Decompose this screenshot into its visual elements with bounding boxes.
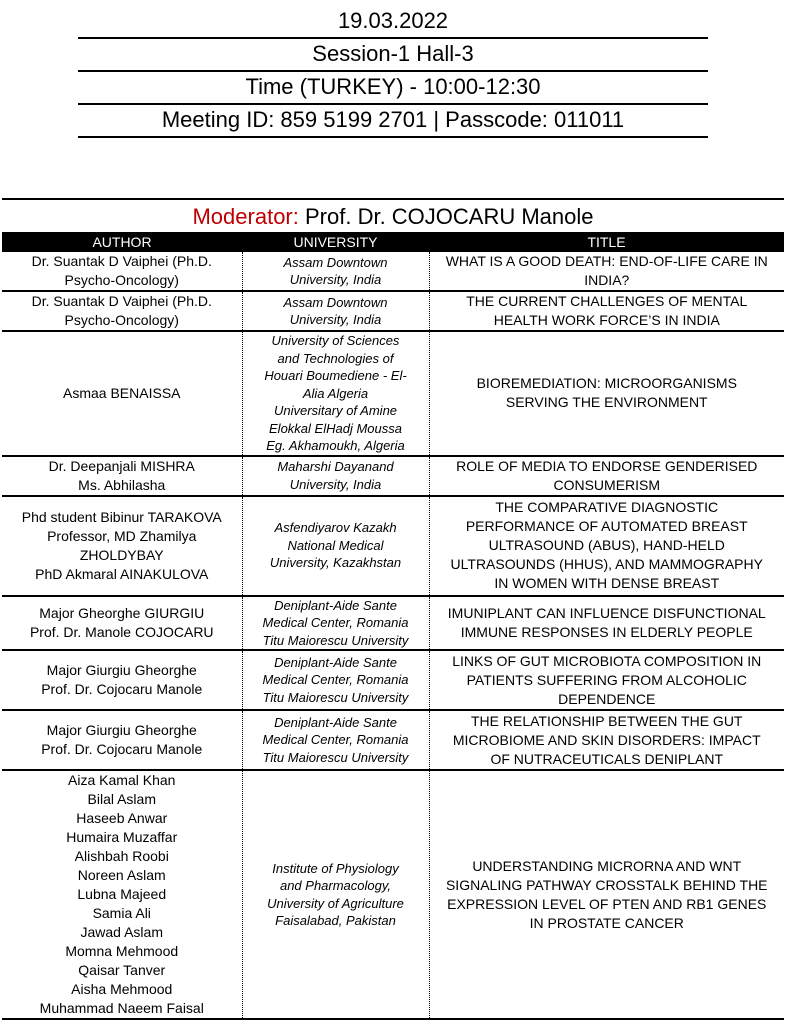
row-university <box>242 331 429 456</box>
moderator-name: Prof. Dr. COJOCARU Manole <box>305 204 594 229</box>
session-hall: Session-1 Hall-3 <box>78 39 708 72</box>
row-title <box>429 710 784 770</box>
row-university <box>242 291 429 331</box>
row-university <box>242 710 429 770</box>
row-authors-line: Aisha Mehmood <box>71 981 173 997</box>
row-authors <box>2 291 242 331</box>
session-date: 19.03.2022 <box>78 6 708 39</box>
row-authors-line: Professor, MD Zhamilya <box>47 527 197 544</box>
row-title-line: DEPENDENCE <box>558 690 656 707</box>
row-university-line: Assam Downtown <box>283 294 388 310</box>
moderator-line <box>2 200 784 232</box>
table-row <box>2 770 784 1019</box>
row-university-line: University, India <box>289 272 382 287</box>
row-university-line: University of Agriculture <box>267 895 404 911</box>
row-university-line: University, Kazakhstan <box>269 555 402 571</box>
program-table <box>2 232 784 1020</box>
row-title-line: UNDERSTANDING MICRORNA AND WNT <box>472 857 742 874</box>
row-authors-line: PhD Akmaral AINAKULOVA <box>35 565 209 582</box>
row-authors <box>2 710 242 770</box>
row-title-line: HEALTH WORK FORCE’S IN INDIA <box>493 312 720 328</box>
row-title-line: BIOREMEDIATION: MICROORGANISMS <box>476 375 737 392</box>
row-university-line: Titu Maiorescu University <box>262 689 409 705</box>
row-university-line: Titu Maiorescu University <box>262 632 409 648</box>
table-row <box>2 331 784 456</box>
row-title <box>429 252 784 291</box>
row-title-line: SERVING THE ENVIRONMENT <box>505 394 708 411</box>
row-title-line: THE CURRENT CHALLENGES OF MENTAL <box>466 293 748 309</box>
session-time: Time (TURKEY) - 10:00-12:30 <box>78 72 708 105</box>
row-university-line: Medical Center, Romania <box>262 615 409 630</box>
row-university-line: University, India <box>289 476 382 492</box>
row-authors <box>2 331 242 456</box>
row-title-line: CONSUMERISM <box>553 476 661 493</box>
row-authors-line: Haseeb Anwar <box>76 810 168 826</box>
table-row <box>2 650 784 710</box>
row-authors <box>2 770 242 1019</box>
column-header-title: TITLE <box>429 232 784 252</box>
row-university-line: National Medical <box>287 537 384 553</box>
column-header-author: AUTHOR <box>2 232 242 252</box>
row-authors-line: Qaisar Tanver <box>78 962 166 978</box>
row-university-line: Universitary of Amine <box>273 403 398 418</box>
row-university-line: Deniplant-Aide Sante <box>274 654 397 670</box>
row-title-line: THE RELATIONSHIP BETWEEN THE GUT <box>471 712 743 729</box>
row-university <box>242 596 429 651</box>
row-university-line: Institute of Physiology <box>272 860 399 876</box>
row-title-line: PERFORMANCE OF AUTOMATED BREAST <box>465 518 748 534</box>
row-title-line: ULTRASOUNDS (HHUS), AND MAMMOGRAPHY <box>450 556 763 572</box>
row-university-line: Assam Downtown <box>283 254 388 270</box>
row-authors <box>2 650 242 710</box>
row-university <box>242 496 429 596</box>
table-body <box>2 252 784 1019</box>
row-authors-line: Dr. Deepanjali MISHRA <box>48 457 195 474</box>
row-title-line: WHAT IS A GOOD DEATH: END-OF-LIFE CARE IN <box>445 253 768 269</box>
row-university-line: Faisalabad, Pakistan <box>275 913 396 928</box>
row-title-line: INDIA? <box>584 272 630 288</box>
row-university-line: and Technologies of <box>277 350 394 366</box>
table-row <box>2 496 784 596</box>
row-university <box>242 456 429 496</box>
row-university-line: Deniplant-Aide Sante <box>274 714 397 730</box>
row-title <box>429 291 784 331</box>
row-university-line: University of Sciences <box>271 333 400 348</box>
row-authors-line: Momna Mehmood <box>65 943 179 959</box>
row-authors-line: Dr. Suantak D Vaiphei (Ph.D. <box>31 293 212 309</box>
row-title <box>429 770 784 1019</box>
row-title <box>429 456 784 496</box>
row-title-line: IN WOMEN WITH DENSE BREAST <box>494 575 720 591</box>
table-header-row <box>2 232 784 252</box>
row-university-line: Maharshi Dayanand <box>277 459 394 474</box>
row-title <box>429 650 784 710</box>
row-authors-line: ZHOLDYBAY <box>79 546 164 563</box>
row-authors-line: Dr. Suantak D Vaiphei (Ph.D. <box>31 253 212 269</box>
row-university <box>242 252 429 291</box>
row-authors <box>2 496 242 596</box>
row-authors-line: Noreen Aslam <box>77 867 166 883</box>
row-university-line: and Pharmacology, <box>279 878 392 893</box>
row-authors-line: Lubna Majeed <box>77 886 167 902</box>
row-authors <box>2 252 242 291</box>
row-university <box>242 770 429 1019</box>
row-title-line: PATIENTS SUFFERING FROM ALCOHOLIC <box>466 671 747 688</box>
row-authors-line: Jawad Aslam <box>80 924 163 940</box>
row-title-line: THE COMPARATIVE DIAGNOSTIC <box>495 499 719 515</box>
row-authors-line: Prof. Dr. Cojocaru Manole <box>41 681 203 697</box>
row-title <box>429 596 784 651</box>
row-authors-line: Major Giurgiu Gheorghe <box>46 722 197 738</box>
row-authors-line: Samia Ali <box>92 905 151 921</box>
meeting-credentials: Meeting ID: 859 5199 2701 | Passcode: 011011 <box>78 105 708 138</box>
row-university <box>242 650 429 710</box>
row-university-line: Asfendiyarov Kazakh <box>274 520 397 536</box>
row-authors-line: Prof. Dr. Manole COJOCARU <box>29 623 214 640</box>
row-title-line: OF NUTRACEUTICALS DENIPLANT <box>490 750 724 767</box>
row-university-line: Medical Center, Romania <box>262 672 409 688</box>
row-authors-line: Phd student Bibinur TARAKOVA <box>21 508 222 525</box>
row-university-line: Elokkal ElHadj Moussa <box>269 420 402 436</box>
row-authors-line: Bilal Aslam <box>87 791 156 807</box>
moderator-label: Moderator: <box>192 204 299 229</box>
row-authors <box>2 596 242 651</box>
row-authors-line: Major Giurgiu Gheorghe <box>46 662 197 678</box>
row-authors-line: Psycho-Oncology) <box>64 272 179 288</box>
row-title-line: MICROBIOME AND SKIN DISORDERS: IMPACT <box>452 731 761 748</box>
row-authors-line: Major Gheorghe GIURGIU <box>39 604 205 621</box>
table-row <box>2 596 784 651</box>
row-authors-line: Asmaa BENAISSA <box>63 384 181 401</box>
table-row <box>2 252 784 291</box>
row-university-line: University, India <box>289 312 382 327</box>
row-authors-line: Aiza Kamal Khan <box>68 772 176 788</box>
row-title-line: EXPRESSION LEVEL OF PTEN AND RB1 GENES <box>447 895 767 912</box>
row-university-line: Medical Center, Romania <box>262 732 409 748</box>
row-university-line: Eg. Akhamoukh, Algeria <box>266 438 405 453</box>
row-title-line: ROLE OF MEDIA TO ENDORSE GENDERISED <box>456 457 758 474</box>
program-table-section <box>2 198 784 1020</box>
row-title-line: LINKS OF GUT MICROBIOTA COMPOSITION IN <box>452 652 762 669</box>
row-title-line: IMMUNE RESPONSES IN ELDERLY PEOPLE <box>460 623 753 640</box>
row-title <box>429 496 784 596</box>
row-authors <box>2 456 242 496</box>
table-row <box>2 291 784 331</box>
row-authors-line: Alishbah Roobi <box>74 848 169 864</box>
row-university-line: Titu Maiorescu University <box>262 749 409 765</box>
row-title-line: IN PROSTATE CANCER <box>529 914 684 931</box>
table-row <box>2 456 784 496</box>
row-authors-line: Muhammad Naeem Faisal <box>39 1000 204 1016</box>
row-authors-line: Ms. Abhilasha <box>78 476 166 493</box>
session-header <box>78 6 708 138</box>
row-university-line: Deniplant-Aide Sante <box>274 597 397 613</box>
row-authors-line: Psycho-Oncology) <box>64 312 179 328</box>
row-title-line: SIGNALING PATHWAY CROSSTALK BEHIND THE <box>445 876 768 893</box>
table-row <box>2 710 784 770</box>
row-authors-line: Humaira Muzaffar <box>66 829 178 845</box>
row-authors-line: Prof. Dr. Cojocaru Manole <box>41 741 203 757</box>
row-title-line: IMUNIPLANT CAN INFLUENCE DISFUNCTIONAL <box>447 604 766 621</box>
row-title-line: ULTRASOUND (ABUS), HAND-HELD <box>488 537 725 553</box>
column-header-university: UNIVERSITY <box>242 232 429 252</box>
row-title <box>429 331 784 456</box>
row-university-line: Houari Boumediene - El- <box>264 368 407 383</box>
row-university-line: Alia Algeria <box>302 385 369 401</box>
